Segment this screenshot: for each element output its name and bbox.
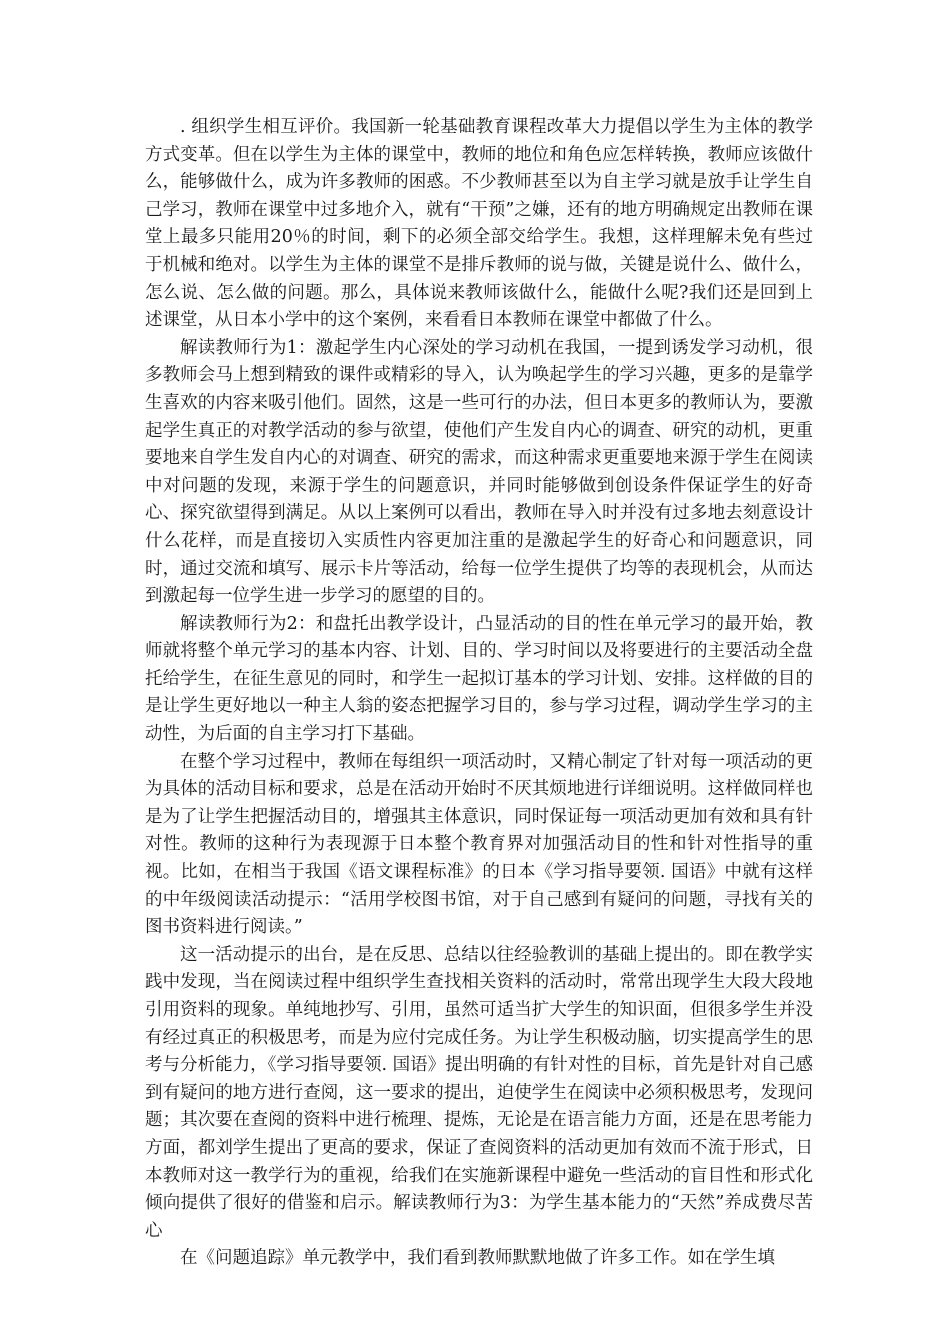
paragraph-behavior-1: 解读教师行为1：激起学生内心深处的学习动机在我国，一提到诱发学习动机，很多教师会马上想到精致的课件或精彩的导入，认为唤起学生的学习兴趣，更多的是靠学生喜欢的内容来吸引他们。固然，这是一些可行的办法，但日本更多的教师认为，要激起学生真正的对教学活动的参与欲望，使他们产生发自内心的调查、研究的动机，更重要地来自学生发自内心的对调查、研究的需求，而这种需求更重要地来源于学生在阅读中对问题的发现，来源于学生的问题意识，并同时能够做到创设条件保证学生的好奇心、探究欲望得到满足。从以上案例可以看出，教师在导入时并没有过多地去刻意设计什么花样，而是直接切入实质性内容更加注重的是激起学生的好奇心和问题意识，同时，通过交流和填写、展示卡片等活动，给每一位学生提供了均等的表现机会，从而达到激起每一位学生进一步学习的愿望的目的。	[145, 337, 813, 607]
document-body	[145, 114, 813, 1273]
paragraph-behavior-2: 解读教师行为2：和盘托出教学设计，凸显活动的目的性在单元学习的最开始，教师就将整个单元学习的基本内容、计划、目的、学习时间以及将要进行的主要活动全盘托给学生，在征生意见的同时，和学生一起拟订基本的学习计划、安排。这样做的目的是让学生更好地以一种主人翁的姿态把握学习目的，参与学习过程，调动学生学习的主动性，为后面的自主学习打下基础。	[145, 613, 813, 745]
paragraph-activity-prompt: 这一活动提示的出台，是在反思、总结以往经验教训的基础上提出的。即在教学实践中发现，当在阅读过程中组织学生查找相关资料的活动时，常常出现学生大段大段地引用资料的现象。单纯地抄写、引用，虽然可适当扩大学生的知识面，但很多学生并没有经过真正的积极思考，而是为应付完成任务。为让学生积极动脑，切实提高学生的思考与分析能力，《学习指导要领. 国语》提出明确的有针对性的目标，首先是针对自己感到有疑问的地方进行查阅，这一要求的提出，迫使学生在阅读中必须积极思考，发现问题；其次要在查阅的资料中进行梳理、提炼，无论是在语言能力方面，还是在思考能力方面，都刘学生提出了更高的要求，保证了查阅资料的活动更加有效而不流于形式，日本教师对这一教学行为的重视，给我们在实施新课程中避免一些活动的盲目性和形式化倾向提供了很好的借鉴和启示。解读教师行为3：为学生基本能力的“天然”养成费尽苦心	[145, 944, 813, 1241]
paragraph-intro: . 组织学生相互评价。我国新一轮基础教育课程改革大力提倡以学生为主体的教学方式变革。但在以学生为主体的课堂中，教师的地位和角色应怎样转换，教师应该做什么，能够做什么，成为许多教师的困惑。不少教师甚至以为自主学习就是放手让学生自己学习，教师在课堂中过多地介入，就有“干预”之嫌，还有的地方明确规定出教师在课堂上最多只能用20％的时间，剩下的必须全部交给学生。我想，这样理解未免有些过于机械和绝对。以学生为主体的课堂不是排斥教师的说与做，关键是说什么、做什么，怎么说、怎么做的问题。那么，具体说来教师该做什么，能做什么呢?我们还是回到上述课堂，从日本小学中的这个案例，来看看日本教师在课堂中都做了什么。	[145, 117, 813, 331]
paragraph-problem-tracking: 在《问题追踪》单元教学中，我们看到教师默默地做了许多工作。如在学生填	[180, 1248, 775, 1269]
paragraph-activity-goals: 在整个学习过程中，教师在每组织一项活动时，又精心制定了针对每一项活动的更为具体的活动目标和要求，总是在活动开始时不厌其烦地进行详细说明。这样做同样也是为了让学生把握活动目的，增强其主体意识，同时保证每一项活动更加有效和具有针对性。教师的这种行为表现源于日本整个教育界对加强活动目的性和针对性指导的重视。比如，在相当于我国《语文课程标准》的日本《学习指导要领. 国语》中就有这样的中年级阅读活动提示：“活用学校图书馆，对于自己感到有疑问的问题，寻找有关的图书资料进行阅读。”	[145, 751, 813, 938]
